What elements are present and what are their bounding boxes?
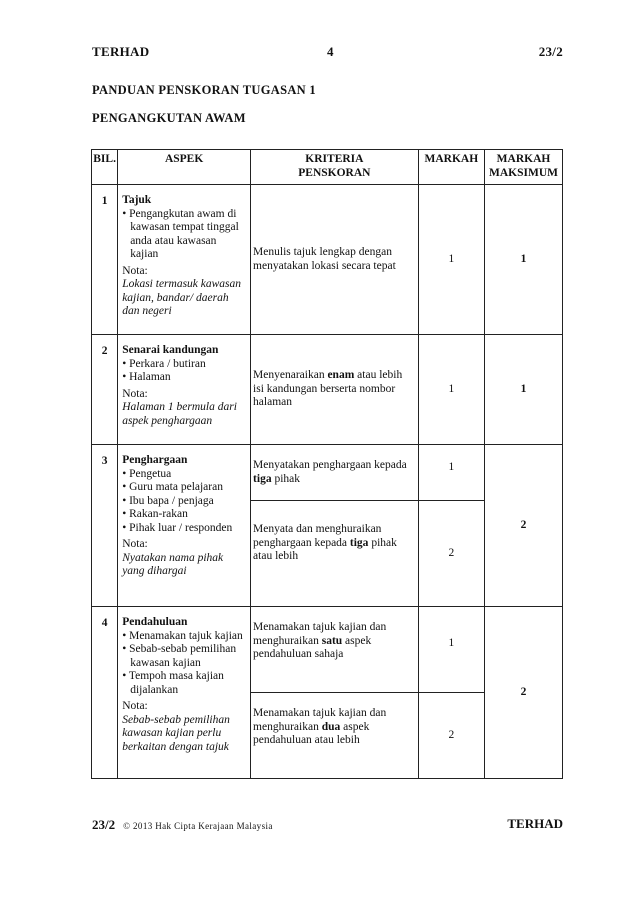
markah-cell: 1 bbox=[418, 607, 484, 693]
nota-text: Lokasi termasuk kawasan kajian, bandar/ daerah dan negeri bbox=[122, 278, 242, 317]
aspek-title: Senarai kandungan bbox=[122, 344, 219, 356]
criteria-emphasis: tiga bbox=[253, 472, 272, 485]
table-row bbox=[92, 445, 563, 501]
page-footer bbox=[92, 816, 563, 834]
col-kriteria: KRITERIA PENSKORAN bbox=[251, 150, 419, 185]
table-row bbox=[92, 607, 563, 693]
criteria-text: Menyatakan penghargaan kepada bbox=[253, 459, 407, 471]
criteria-cell bbox=[251, 501, 419, 607]
aspek-title: Penghargaan bbox=[122, 454, 188, 466]
aspek-item: • Pihak luar / responden bbox=[122, 521, 233, 534]
maksimum-cell: 1 bbox=[485, 335, 563, 445]
aspek-item: • Menamakan tajuk kajian bbox=[122, 629, 243, 642]
nota-text: Nyatakan nama pihak yang dihargai bbox=[122, 551, 224, 577]
document-title: PANDUAN PENSKORAN TUGASAN 1 bbox=[92, 83, 316, 97]
footer-paper-code: 23/2 bbox=[92, 817, 116, 832]
criteria-text: pihak bbox=[271, 472, 301, 485]
table-row bbox=[92, 335, 563, 445]
aspek-cell bbox=[118, 185, 251, 335]
row-number: 4 bbox=[92, 607, 118, 779]
aspek-cell bbox=[118, 445, 251, 607]
markah-cell: 1 bbox=[418, 335, 484, 445]
table-header-row bbox=[92, 150, 563, 185]
maksimum-cell: 2 bbox=[485, 607, 563, 779]
nota-label: Nota: bbox=[122, 387, 148, 400]
markah-cell: 2 bbox=[418, 693, 484, 779]
scoring-table bbox=[91, 149, 563, 779]
criteria-text: aspek pendahuluan sahaja bbox=[253, 634, 372, 660]
criteria-cell bbox=[251, 445, 419, 501]
aspek-cell bbox=[118, 607, 251, 779]
criteria-cell bbox=[251, 693, 419, 779]
table-row bbox=[92, 185, 563, 335]
aspek-title: Pendahuluan bbox=[122, 616, 188, 628]
row-number: 1 bbox=[92, 185, 118, 335]
maksimum-cell: 1 bbox=[485, 185, 563, 335]
page-number: 4 bbox=[327, 44, 334, 59]
aspek-title: Tajuk bbox=[122, 194, 152, 206]
page-header bbox=[92, 44, 563, 62]
criteria-text: pihak atau lebih bbox=[253, 536, 397, 562]
row-number: 2 bbox=[92, 335, 118, 445]
aspek-item: • Halaman bbox=[122, 371, 171, 383]
col-maksimum: MARKAH MAKSIMUM bbox=[485, 150, 563, 185]
aspek-item: • Pengetua bbox=[122, 467, 172, 480]
col-markah: MARKAH bbox=[418, 150, 484, 185]
criteria-text: atau lebih isi kandungan berserta nombor halaman bbox=[253, 369, 403, 409]
aspek-cell bbox=[118, 335, 251, 445]
aspek-item: • Ibu bapa / penjaga bbox=[122, 494, 214, 507]
row-number: 3 bbox=[92, 445, 118, 607]
col-aspek: ASPEK bbox=[118, 150, 251, 185]
criteria-emphasis: dua bbox=[321, 720, 341, 733]
document-subtitle: PENGANGKUTAN AWAM bbox=[92, 111, 246, 125]
criteria-text: Menyenaraikan bbox=[253, 369, 328, 382]
footer-copyright: © 2013 Hak Cipta Kerajaan Malaysia bbox=[123, 821, 273, 831]
criteria-cell bbox=[251, 607, 419, 693]
footer-classification: TERHAD bbox=[507, 816, 563, 831]
aspek-item: • Sebab-sebab pemilihan kawasan kajian bbox=[122, 643, 237, 669]
nota-text: Sebab-sebab pemilihan kawasan kajian perlu berkaitan dengan tajuk bbox=[122, 713, 230, 753]
criteria-text: Menulis tajuk lengkap dengan menyatakan lokasi secara tepat bbox=[253, 246, 396, 272]
header-paper-code: 23/2 bbox=[538, 44, 563, 59]
col-bil: BIL. bbox=[92, 150, 118, 185]
criteria-text: aspek pendahuluan atau lebih bbox=[253, 720, 370, 746]
nota-label: Nota: bbox=[122, 264, 148, 277]
criteria-text: Menamakan tajuk kajian dan menghuraikan bbox=[253, 621, 387, 647]
markah-cell: 1 bbox=[418, 445, 484, 501]
markah-cell: 1 bbox=[418, 185, 484, 335]
criteria-text: Menyata dan menghuraikan penghargaan kepada bbox=[253, 523, 382, 549]
maksimum-cell: 2 bbox=[485, 445, 563, 607]
aspek-item: • Rakan-rakan bbox=[122, 508, 188, 520]
aspek-item: • Guru mata pelajaran bbox=[122, 481, 223, 493]
header-classification: TERHAD bbox=[92, 44, 150, 59]
aspek-item: • Pengangkutan awam di kawasan tempat tinggal anda atau kawasan kajian bbox=[122, 207, 239, 260]
nota-text: Halaman 1 bermula dari aspek penghargaan bbox=[122, 401, 237, 427]
criteria-text: Menamakan tajuk kajian dan menghuraikan bbox=[253, 707, 387, 733]
aspek-item: • Tempoh masa kajian dijalankan bbox=[122, 670, 224, 696]
criteria-cell bbox=[251, 335, 419, 445]
criteria-emphasis: enam bbox=[327, 369, 355, 382]
criteria-emphasis: tiga bbox=[349, 536, 369, 549]
criteria-emphasis: satu bbox=[321, 634, 343, 647]
nota-label: Nota: bbox=[122, 700, 148, 712]
criteria-cell bbox=[251, 185, 419, 335]
aspek-item: • Perkara / butiran bbox=[122, 357, 206, 370]
nota-label: Nota: bbox=[122, 538, 148, 550]
markah-cell: 2 bbox=[418, 501, 484, 607]
